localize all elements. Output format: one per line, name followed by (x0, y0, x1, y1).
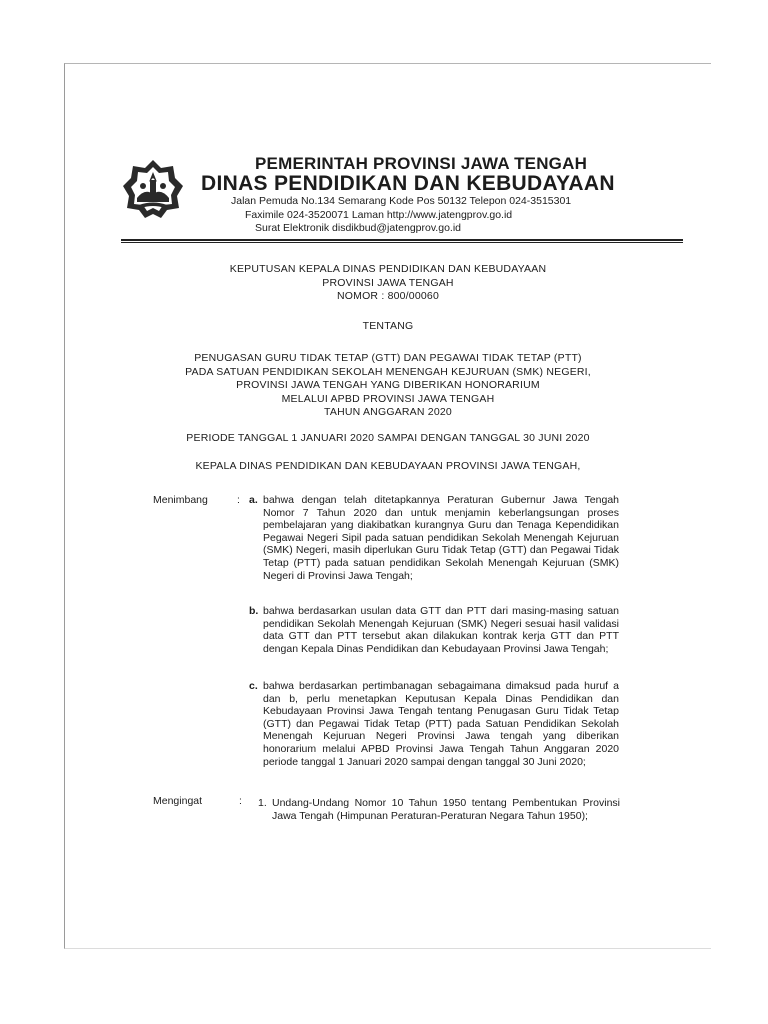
decree-number: NOMOR : 800/00060 (336, 290, 440, 302)
decree-period: PERIODE TANGGAL 1 JANUARI 2020 SAMPAI DENGAN TANGGAL 30 JUNI 2020 (186, 432, 590, 444)
tentang-label: TENTANG (362, 320, 414, 332)
agency-name: DINAS PENDIDIKAN DAN KEBUDAYAAN (201, 172, 615, 195)
mengingat-item-1: Undang-Undang Nomor 10 Tahun 1950 tentang Pembentukan Provinsi Jawa Tengah (Himpunan Peraturan-Peraturan Negara Tahun 1950); (272, 797, 620, 822)
subject-line: PADA SATUAN PENDIDIKAN SEKOLAH MENENGAH KEJURUAN (SMK) NEGERI, (185, 365, 591, 378)
subject-line: PENUGASAN GURU TIDAK TETAP (GTT) DAN PEGAWAI TIDAK TETAP (PTT) (194, 352, 582, 364)
letterhead-rule (121, 239, 683, 241)
menimbang-item-b: bahwa berdasarkan usulan data GTT dan PTT dari masing-masing satuan pendidikan Sekolah Menengah Kejuruan (SMK) Negeri sesuai hasil validasi data GTT dan PTT tersebut akan dilakukan kontrak kerja GTT dan PTT dengan Kepala Dinas Pendidikan dan Kebudayaan Provinsi Jawa Tengah; (263, 605, 619, 655)
menimbang-colon: : (237, 494, 240, 506)
subject-line: PROVINSI JAWA TENGAH YANG DIBERIKAN HONORARIUM (236, 379, 540, 391)
decree-subject (65, 352, 711, 420)
subject-line: MELALUI APBD PROVINSI JAWA TENGAH (281, 392, 495, 405)
menimbang-label: Menimbang (153, 494, 208, 506)
decree-heading-line: PROVINSI JAWA TENGAH (322, 276, 454, 289)
decree-heading-line: KEPUTUSAN KEPALA DINAS PENDIDIKAN DAN KEBUDAYAAN (229, 263, 547, 275)
document-page (64, 63, 711, 949)
email-line: Surat Elektronik disdikbud@jatengprov.go.id (255, 222, 461, 235)
fax-website-line: Faximile 024-3520071 Laman http://www.jatengprov.go.id (245, 208, 513, 221)
government-name: PEMERINTAH PROVINSI JAWA TENGAH (255, 154, 588, 173)
letterhead-rule-thin (121, 242, 683, 243)
agency-address (231, 195, 571, 236)
decree-heading (65, 263, 711, 304)
subject-line: TAHUN ANGGARAN 2020 (324, 406, 452, 418)
province-coat-of-arms-icon (121, 158, 185, 220)
address-line: Jalan Pemuda No.134 Semarang Kode Pos 50132 Telepon 024-3515301 (231, 195, 572, 207)
item-marker: c. (249, 680, 258, 692)
item-marker: 1. (258, 797, 267, 809)
mengingat-label: Mengingat (153, 795, 203, 807)
mengingat-colon: : (239, 795, 242, 807)
menimbang-item-c: bahwa berdasarkan pertimbanagan sebagaimana dimaksud pada huruf a dan b, perlu menetapkan Keputusan Kepala Dinas Pendidikan dan Kebudayaan Provinsi Jawa Tengah tentang Penugasan Guru Tidak Tetap (GTT) dan Pegawai Tidak Tetap (PTT) pada Satuan Pendidikan Sekolah Menengah Kejuruan Negeri Provinsi Jawa tengah yang diberikan honorarium melalui APBD Provinsi Jawa Tengah Tahun Anggaran 2020 periode tanggal 1 Januari 2020 sampai dengan tanggal 30 Juni 2020; (263, 680, 619, 768)
item-marker: b. (249, 605, 259, 617)
menimbang-item-a: bahwa dengan telah ditetapkannya Peraturan Gubernur Jawa Tengah Nomor 7 Tahun 2020 dan untuk menjamin keberlangsungan proses pembelajaran yang diakibatkan kurangnya Guru dan Tenaga Kependidikan Pegawai Negeri Sipil pada satuan pendidikan Sekolah Menengah Kejuruan (SMK) Negeri, masih diperlukan Guru Tidak Tetap (GTT) dan Pegawai Tidak Tetap (PTT) pada satuan pendidikan Sekolah Menengah Kejuruan (SMK) Negeri di Provinsi Jawa Tengah; (263, 494, 619, 582)
decree-authority: KEPALA DINAS PENDIDIKAN DAN KEBUDAYAAN PROVINSI JAWA TENGAH, (195, 460, 581, 472)
item-marker: a. (249, 494, 258, 506)
